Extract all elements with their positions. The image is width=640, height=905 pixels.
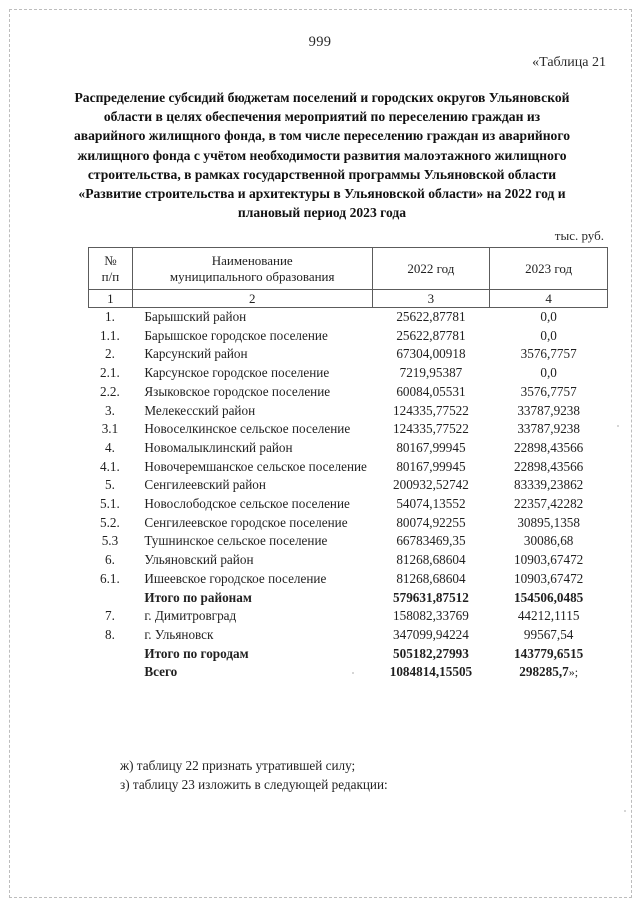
row-value-2023: 30895,1358	[517, 514, 580, 530]
row-value-2023: 33787,9238	[517, 421, 580, 437]
row-value-2023: 298285,7»;	[519, 664, 579, 680]
row-number: 4.1.	[100, 458, 120, 474]
table-row	[89, 327, 608, 346]
row-number: 6.1.	[100, 570, 120, 586]
row-value-2023: 33787,9238	[517, 402, 580, 418]
row-municipality-name: Итого по районам	[144, 589, 252, 605]
table-row	[89, 532, 608, 551]
row-value-2022: 124335,77522	[393, 421, 469, 437]
column-index-3: 3	[372, 290, 490, 308]
table-row	[89, 364, 608, 383]
row-municipality-name: Языковское городское поселение	[144, 383, 331, 399]
row-value-2023: 0,0	[540, 309, 557, 324]
row-value-2022: 81268,68604	[396, 570, 466, 586]
table-row	[89, 645, 608, 664]
column-header-number-line1: №	[104, 253, 117, 268]
row-municipality-name: Тушнинское сельское поселение	[144, 533, 328, 549]
row-municipality-name: Мелекесский район	[144, 402, 256, 418]
row-number: 5.2.	[100, 514, 120, 530]
table-row	[89, 626, 608, 645]
table-row	[89, 663, 608, 682]
row-number: 8.	[104, 626, 115, 642]
row-value-2022: 81268,68604	[396, 552, 466, 568]
row-municipality-name: г. Димитровград	[144, 608, 237, 624]
row-municipality-name: Ишеевское городское поселение	[144, 570, 327, 586]
row-municipality-name: Новоселкинское сельское поселение	[144, 421, 351, 437]
row-number: 3.	[104, 402, 115, 418]
subsidies-table	[88, 247, 608, 682]
row-value-2022: 80074,92255	[396, 514, 466, 530]
table-row	[89, 345, 608, 364]
row-value-2022: 158082,33769	[393, 608, 469, 624]
row-value-2022: 347099,94224	[393, 626, 469, 642]
row-value-2023: 0,0	[540, 365, 557, 381]
footnote-item: з) таблицу 23 изложить в следующей редакции:	[120, 777, 388, 792]
table-row	[89, 476, 608, 495]
row-municipality-name: Сенгилеевский район	[144, 477, 266, 493]
row-number: 1.	[104, 309, 115, 324]
page-number: 999	[308, 34, 332, 50]
column-header-number	[89, 248, 133, 290]
row-number	[89, 645, 133, 664]
page-title: Распределение субсидий бюджетам поселений и городских округов Ульяновской области в целях обеспечения мероприятий по переселению граждан из аварийного жилищного фонда, в том числе переселению граждан из аварийного жилищного фонда с учётом необходимости развития малоэтажного жилищного строительства, в рамках государственной программы Ульяновской области «Развитие строительства и архитектуры в Ульяновской области» на 2022 год и плановый период 2023 года	[73, 90, 570, 221]
row-number: 2.1.	[100, 365, 120, 381]
row-value-2022: 66783469,35	[396, 533, 466, 549]
table-row	[89, 308, 608, 327]
row-number: 4.	[104, 439, 115, 455]
table-body	[89, 308, 608, 683]
table-head	[89, 248, 608, 308]
footnote-item: ж) таблицу 22 признать утратившей силу;	[120, 758, 356, 773]
row-municipality-name: Карсунский район	[144, 346, 248, 362]
row-number: 5.3	[101, 533, 119, 549]
row-value-2023: 22898,43566	[514, 458, 584, 474]
row-value-2023: 99567,54	[523, 626, 574, 642]
row-number	[89, 589, 133, 608]
row-value-2023: 22898,43566	[514, 439, 584, 455]
table-row	[89, 383, 608, 402]
row-value-2023: 3576,7757	[520, 383, 577, 399]
row-municipality-name: Новослободское сельское поселение	[144, 496, 350, 512]
row-number: 3.1	[101, 421, 119, 437]
row-value-2023: 143779,6515	[514, 645, 584, 661]
table-row	[89, 420, 608, 439]
row-municipality-name: Всего	[144, 664, 178, 680]
row-value-2022: 54074,13552	[396, 496, 466, 512]
table-row	[89, 439, 608, 458]
row-value-2022: 80167,99945	[396, 439, 466, 455]
column-header-name	[132, 248, 372, 290]
row-number: 1.1.	[100, 327, 120, 343]
row-municipality-name: Барышское городское поселение	[144, 327, 328, 343]
table-row	[89, 495, 608, 514]
row-value-2022: 505182,27993	[393, 645, 469, 661]
row-value-2023: 10903,67472	[514, 552, 584, 568]
column-index-4: 4	[490, 290, 608, 308]
table-row	[89, 607, 608, 626]
row-municipality-name: Барышский район	[144, 309, 247, 324]
row-value-2023: 83339,23862	[514, 477, 584, 493]
closing-quote: »;	[568, 665, 579, 680]
column-header-year-2023: 2023 год	[490, 248, 608, 290]
row-value-2022: 67304,00918	[396, 346, 466, 362]
scan-speck	[624, 810, 626, 812]
row-value-2023: 0,0	[540, 327, 557, 343]
row-value-2022: 200932,52742	[393, 477, 469, 493]
row-value-2023: 22357,42282	[514, 496, 584, 512]
row-value-2022: 579631,87512	[393, 589, 469, 605]
row-municipality-name: Ульяновский район	[144, 552, 254, 568]
row-value-2023: 10903,67472	[514, 570, 584, 586]
table-row	[89, 551, 608, 570]
row-number	[89, 663, 133, 682]
row-value-2022: 60084,05531	[396, 383, 466, 399]
table-row	[89, 570, 608, 589]
row-municipality-name: Новомалыклинский район	[144, 439, 293, 455]
table-row	[89, 458, 608, 477]
table-row	[89, 514, 608, 533]
column-index-2: 2	[132, 290, 372, 308]
column-header-number-line2: п/п	[101, 268, 120, 284]
table-label: «Таблица 21	[532, 55, 606, 70]
units-label: тыс. руб.	[554, 228, 604, 243]
table-row	[89, 589, 608, 608]
row-municipality-name: Итого по городам	[144, 645, 249, 661]
row-number: 6.	[104, 552, 115, 568]
row-number: 7.	[104, 608, 115, 624]
row-value-2023: 30086,68	[523, 533, 574, 549]
row-number: 2.	[104, 346, 115, 362]
row-value-2022: 124335,77522	[393, 402, 469, 418]
column-index-1: 1	[89, 290, 133, 308]
column-header-name-line2: муниципального образования	[169, 268, 335, 284]
row-number: 2.2.	[100, 383, 120, 399]
row-municipality-name: г. Ульяновск	[144, 626, 214, 642]
row-municipality-name: Новочеремшанское сельское поселение	[144, 458, 367, 474]
table-row	[89, 402, 608, 421]
column-header-year-2022: 2022 год	[372, 248, 490, 290]
row-municipality-name: Сенгилеевское городское поселение	[144, 514, 348, 530]
scan-speck	[352, 672, 354, 674]
row-value-2023: 3576,7757	[520, 346, 577, 362]
row-municipality-name: Карсунское городское поселение	[144, 365, 330, 381]
row-value-2022: 25622,87781	[396, 327, 466, 343]
row-value-2023: 154506,0485	[514, 589, 584, 605]
row-number: 5.1.	[100, 496, 120, 512]
scan-speck	[617, 425, 619, 427]
row-number: 5.	[104, 477, 115, 493]
column-header-name-line1: Наименование	[211, 253, 293, 268]
row-value-2022: 1084814,15505	[389, 664, 473, 680]
row-value-2022: 80167,99945	[396, 458, 466, 474]
row-value-2023: 44212,1115	[517, 608, 580, 624]
row-value-2022: 7219,95387	[399, 365, 463, 381]
footnotes	[120, 756, 590, 794]
row-value-2022: 25622,87781	[396, 309, 466, 324]
